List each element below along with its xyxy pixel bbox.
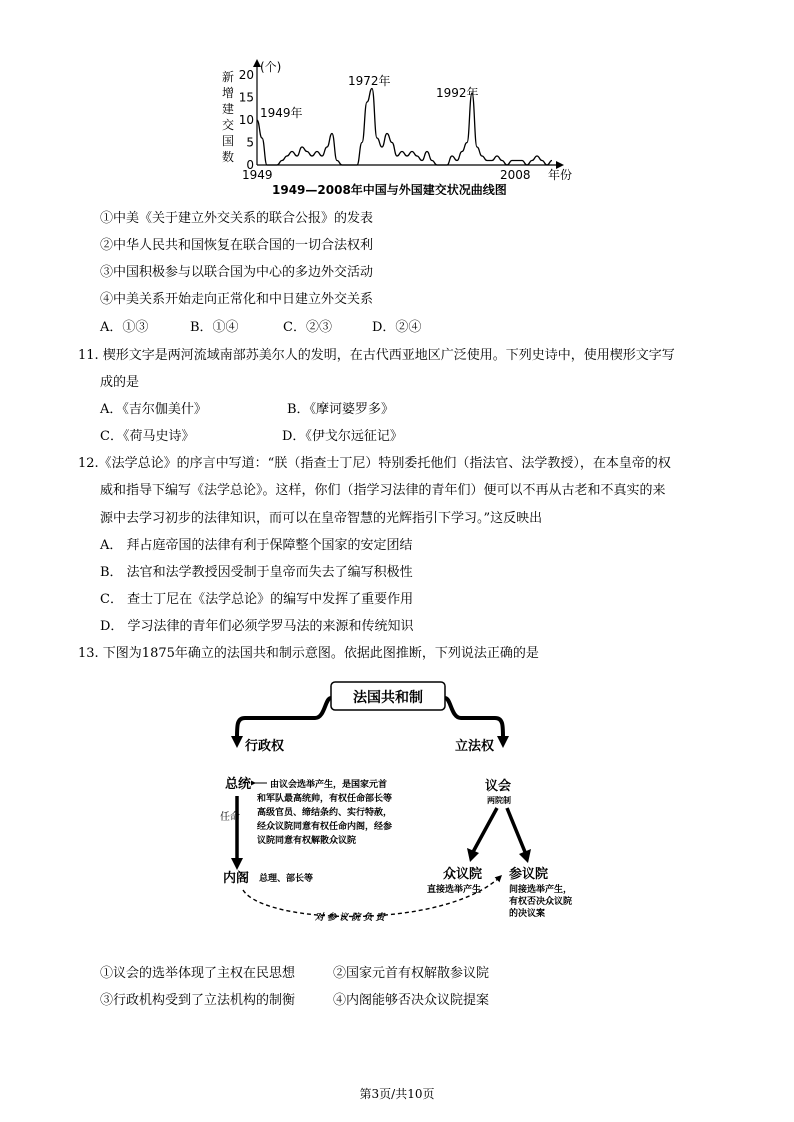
chart-svg <box>220 55 580 195</box>
q10-choice-b[interactable]: B．①④ <box>190 320 239 335</box>
president-desc-1: 由议会选举产生，是国家元首 <box>270 780 388 790</box>
q11-choice-b[interactable]: B．《摩诃婆罗多》 <box>287 402 395 417</box>
y-tick-label: 5 <box>246 135 254 150</box>
y-tick-label: 10 <box>238 113 254 127</box>
diagram-svg <box>215 680 595 925</box>
q10-option-2: ②中华人民共和国恢复在联合国的一切合法权利 <box>100 238 374 253</box>
q11-stem-line1: 11. 楔形文字是两河流域南部苏美尔人的发明，在古代西亚地区广泛使用。下列史诗中，使用楔形文字写 <box>78 348 675 363</box>
to-lower-arrow <box>473 808 497 852</box>
cabinet-label: 内阁 <box>223 871 250 886</box>
upper-house-label: 参议院 <box>509 867 549 882</box>
chart-unit: (个) <box>260 60 282 74</box>
annot-1949: 1949年 <box>260 106 303 120</box>
q13-option-4: ④内阁能够否决众议院提案 <box>333 993 490 1008</box>
upper-house-desc-2: 有权否决众议院 <box>509 897 573 907</box>
page-footer: 第3页/共10页 <box>359 1087 435 1101</box>
french-republic-diagram <box>215 680 595 925</box>
lower-house-desc: 直接选举产生 <box>427 885 482 895</box>
q10-option-4: ④中美关系开始走向正常化和中日建立外交关系 <box>100 292 374 307</box>
q10-option-1: ①中美《关于建立外交关系的联合公报》的发表 <box>100 211 374 226</box>
parliament-label: 议会 <box>485 779 512 794</box>
bicameral-label: 两院制 <box>487 796 511 805</box>
q13-option-3: ③行政机构受到了立法机构的制衡 <box>100 993 296 1008</box>
annot-1992: 1992年 <box>436 86 479 100</box>
q12-choice-a[interactable]: A． 拜占庭帝国的法律有利于保障整个国家的安定团结 <box>100 538 413 553</box>
x-tick-end: 2008 <box>500 168 531 182</box>
x-axis-label: 年份 <box>548 168 573 182</box>
q12-stem-line1: 12.《法学总论》的序言中写道：“朕（指查士丁尼）特别委托他们（指法官、法学教授），在本皇帝的权 <box>78 456 671 471</box>
president-desc-2: 和军队最高统帅，有权任命部长等 <box>257 794 393 804</box>
series-line <box>257 89 552 166</box>
q10-option-3: ③中国积极参与以联合国为中心的多边外交活动 <box>100 265 374 280</box>
chart-ylabel <box>222 70 234 164</box>
q12-choice-d[interactable]: D． 学习法律的青年们必须学罗马法的来源和传统知识 <box>100 619 414 634</box>
q11-stem-line2: 成的是 <box>100 375 140 390</box>
q11-choice-d[interactable]: D．《伊戈尔远征记》 <box>282 429 403 444</box>
q11-choice-a[interactable]: A．《吉尔伽美什》 <box>100 402 207 417</box>
chart-caption: 1949—2008年中国与外国建交状况曲线图 <box>272 183 507 195</box>
q10-choice-a[interactable]: A．①③ <box>100 320 149 335</box>
q10-choice-d[interactable]: D．②④ <box>372 320 422 335</box>
president-label: 总统 <box>225 777 252 792</box>
q12-choice-c[interactable]: C． 查士丁尼在《法学总论》的编写中发挥了重要作用 <box>100 592 414 607</box>
president-desc-5: 议院同意有权解散众议院 <box>257 836 357 846</box>
upper-house-desc-1: 间接选举产生， <box>509 885 573 895</box>
y-axis-label-char: 交 <box>221 118 235 132</box>
chart-yticks <box>239 68 254 172</box>
q12-stem-line2: 威和指导下编写《法学总论》。这样，你们（指学习法律的青年们）便可以不再从古老和不真实的来 <box>100 483 666 498</box>
exec-branch <box>237 698 331 738</box>
exec-power-label: 行政权 <box>245 739 285 754</box>
leg-branch <box>445 698 503 738</box>
appoint-label: 任命 <box>220 812 240 823</box>
president-desc-3: 高级官员、缔结条约、实行特赦， <box>257 808 393 818</box>
y-tick-label: 0 <box>246 158 254 172</box>
y-axis-label-char: 建 <box>221 102 235 116</box>
diagram-title: 法国共和制 <box>353 690 423 706</box>
q11-choice-c[interactable]: C．《荷马史诗》 <box>100 429 195 444</box>
y-tick-label: 20 <box>238 68 254 82</box>
q10-choice-c[interactable]: C．②③ <box>283 320 332 335</box>
q13-option-2: ②国家元首有权解散参议院 <box>333 966 490 981</box>
diplomatic-relations-chart <box>220 55 580 195</box>
q12-choice-b[interactable]: B． 法官和法学教授因受制于皇帝而失去了编写积极性 <box>100 565 413 580</box>
president-desc-4: 经众议院同意有权任命内阁，经参 <box>257 822 393 832</box>
y-axis-label-char: 新 <box>221 70 235 84</box>
upper-house-desc-3: 的决议案 <box>509 909 546 919</box>
leg-power-label: 立法权 <box>455 739 495 754</box>
to-upper-arrow <box>507 808 525 852</box>
x-tick-start: 1949 <box>242 168 273 182</box>
y-axis-label-char: 国 <box>221 134 235 148</box>
q13-option-1: ①议会的选举体现了主权在民思想 <box>100 966 296 981</box>
q13-stem: 13. 下图为1875年确立的法国共和制示意图。依据此图推断，下列说法正确的是 <box>78 646 539 661</box>
responsible-label: 对 参 议 院 负 责 <box>315 913 385 923</box>
y-axis-label-char: 增 <box>221 86 235 100</box>
annot-1972: 1972年 <box>348 74 391 88</box>
lower-house-label: 众议院 <box>443 867 483 882</box>
y-tick-label: 15 <box>238 90 254 105</box>
y-axis-label-char: 数 <box>221 150 235 164</box>
cabinet-desc: 总理、部长等 <box>259 874 314 884</box>
q12-stem-line3: 源中去学习初步的法律知识，而可以在皇帝智慧的光辉指引下学习。”这反映出 <box>100 511 543 526</box>
